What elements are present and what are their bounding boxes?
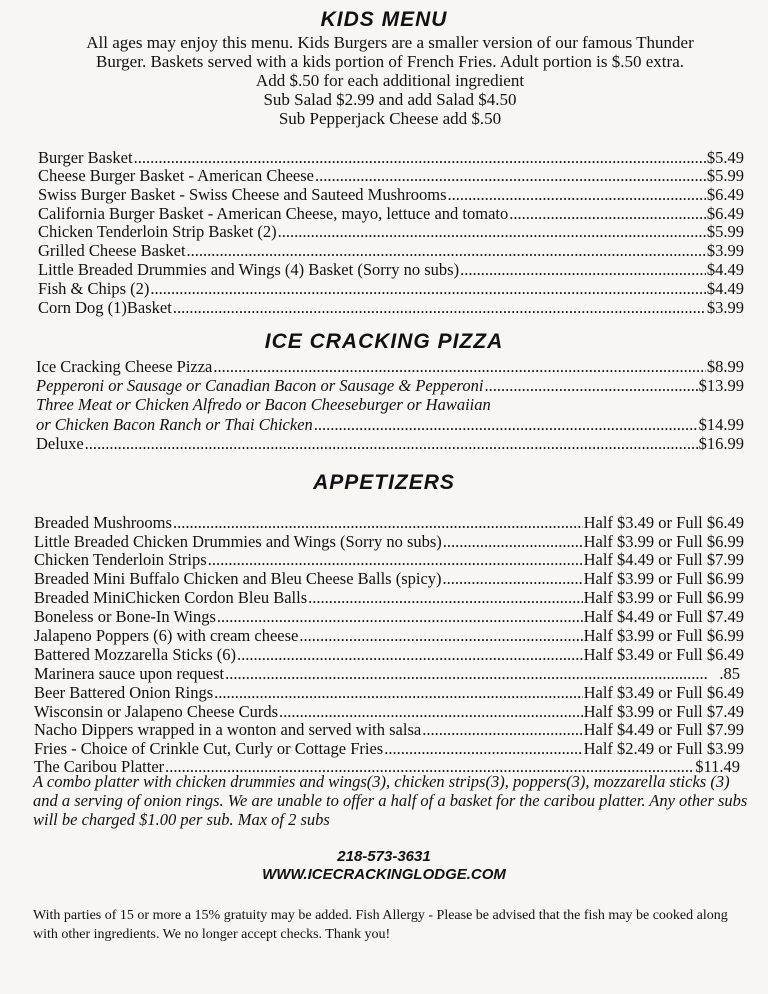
item-name: Fish & Chips (2) [38,279,150,298]
item-price: Half $3.99 or Full $6.99 [583,569,744,588]
menu-item [38,166,744,185]
menu-item [36,376,744,395]
item-name: Little Breaded Drummies and Wings (4) Basket (Sorry no subs) [38,260,460,279]
item-name: Pepperoni or Sausage or Canadian Bacon or Sausage & Pepperoni [36,376,484,395]
item-price: $8.99 [706,357,744,376]
menu-item [34,664,740,683]
menu-item [36,434,744,453]
item-price: .85 [719,664,740,683]
menu-item [34,513,744,532]
item-name: Cheese Burger Basket - American Cheese [38,166,314,185]
item-name: Corn Dog (1)Basket [38,298,172,317]
caribou-platter-note: A combo platter with chicken drummies and wings(3), chicken strips(3), poppers(3), mozzarella sticks (3) and a serving of onion rings. We are unable to offer a half of a basket for the caribou platter. Any other subs will be charged $1.00 per sub. Max of 2 subs [33,772,748,829]
menu-item [34,626,744,645]
item-name: Breaded MiniChicken Cordon Bleu Balls [34,588,308,607]
item-name: Nacho Dippers wrapped in a wonton and served with salsa [34,720,422,739]
item-price: Half $3.99 or Full $6.99 [583,588,744,607]
website[interactable]: WWW.ICECRACKINGLODGE.COM [262,866,506,883]
item-name: Little Breaded Chicken Drummies and Wings (Sorry no subs) [34,532,442,551]
menu-item [38,260,744,279]
menu-item [38,148,744,167]
item-price: Half $3.49 or Full $6.49 [583,513,744,532]
item-price: $4.49 [706,260,744,279]
item-name: Beer Battered Onion Rings [34,683,214,702]
item-name: Breaded Mushrooms [34,513,172,532]
menu-item [36,415,744,434]
item-price: Half $3.99 or Full $6.99 [583,532,744,551]
menu-item [38,298,744,317]
item-price: Half $3.49 or Full $6.49 [583,683,744,702]
menu-item [34,550,744,569]
item-name: The Caribou Platter [34,757,165,776]
item-price: Half $2.49 or Full $3.99 [583,739,744,758]
intro-line: All ages may enjoy this menu. Kids Burgers are a smaller version of our famous Thunder [86,33,694,52]
menu-item [34,588,744,607]
menu-item [38,279,744,298]
item-name: Breaded Mini Buffalo Chicken and Bleu Cheese Balls (spicy) [34,569,442,588]
menu-item [34,645,744,664]
item-price: Half $3.49 or Full $6.49 [583,645,744,664]
item-name: Grilled Cheese Basket [38,241,186,260]
item-price: $3.99 [706,241,744,260]
intro-line: Sub Pepperjack Cheese add $.50 [278,109,502,128]
pizza-heading: ICE CRACKING PIZZA [264,330,504,353]
kids-menu-intro [30,33,750,128]
item-price: $11.49 [695,757,740,776]
menu-item [38,222,744,241]
item-name: Swiss Burger Basket - Swiss Cheese and Sauteed Mushrooms [38,185,447,204]
item-price: $6.49 [706,185,744,204]
menu-item [34,532,744,551]
item-price: Half $3.99 or Full $6.99 [583,626,744,645]
phone-number: 218-573-3631 [337,848,431,865]
menu-item [36,357,744,376]
menu-item [34,569,744,588]
item-price: $13.99 [698,376,744,395]
item-price: Half $4.49 or Full $7.99 [583,720,744,739]
item-price: $16.99 [698,434,744,453]
item-name: Boneless or Bone-In Wings [34,607,216,626]
menu-item [38,185,744,204]
item-name: Ice Cracking Cheese Pizza [36,357,213,376]
item-name: Wisconsin or Jalapeno Cheese Curds [34,702,279,721]
menu-item [34,607,744,626]
item-price: Half $4.49 or Full $7.99 [583,550,744,569]
intro-line: Burger. Baskets served with a kids portion of French Fries. Adult portion is $.50 extra. [95,52,684,71]
item-name-line: Three Meat or Chicken Alfredo or Bacon Cheeseburger or Hawaiian [36,395,491,414]
item-price: Half $3.99 or Full $7.49 [583,702,744,721]
item-name: Marinera sauce upon request [34,664,225,683]
intro-line: Sub Salad $2.99 and add Salad $4.50 [263,90,517,109]
item-name: Chicken Tenderloin Strip Basket (2) [38,222,277,241]
kids-menu-heading: KIDS MENU [320,8,448,31]
menu-item [38,204,744,223]
item-name: California Burger Basket - American Cheese, mayo, lettuce and tomato [38,204,509,223]
menu-item [34,702,744,721]
item-price: $5.49 [706,148,744,167]
item-name: Burger Basket [38,148,133,167]
item-name: Fries - Choice of Crinkle Cut, Curly or Cottage Fries [34,739,384,758]
item-price: $14.99 [698,415,744,434]
item-price: Half $4.49 or Full $7.49 [583,607,744,626]
menu-item [34,739,744,758]
item-price: $4.49 [706,279,744,298]
item-name: or Chicken Bacon Ranch or Thai Chicken [36,415,313,434]
intro-line: Add $.50 for each additional ingredient [255,71,525,90]
item-price: $6.49 [706,204,744,223]
item-price: $3.99 [706,298,744,317]
item-price: $5.99 [706,222,744,241]
appetizers-heading: APPETIZERS [313,471,455,494]
menu-item [34,720,744,739]
footer-note: With parties of 15 or more a 15% gratuity may be added. Fish Allergy - Please be advised that the fish may be cooked along with other ingredients. We no longer accept checks. Thank you! [33,908,728,942]
menu-item [34,683,744,702]
item-name: Battered Mozzarella Sticks (6) [34,645,237,664]
item-name: Jalapeno Poppers (6) with cream cheese [34,626,299,645]
item-name: Chicken Tenderloin Strips [34,550,207,569]
item-name: Deluxe [36,434,84,453]
item-price: $5.99 [706,166,744,185]
menu-item [38,241,744,260]
